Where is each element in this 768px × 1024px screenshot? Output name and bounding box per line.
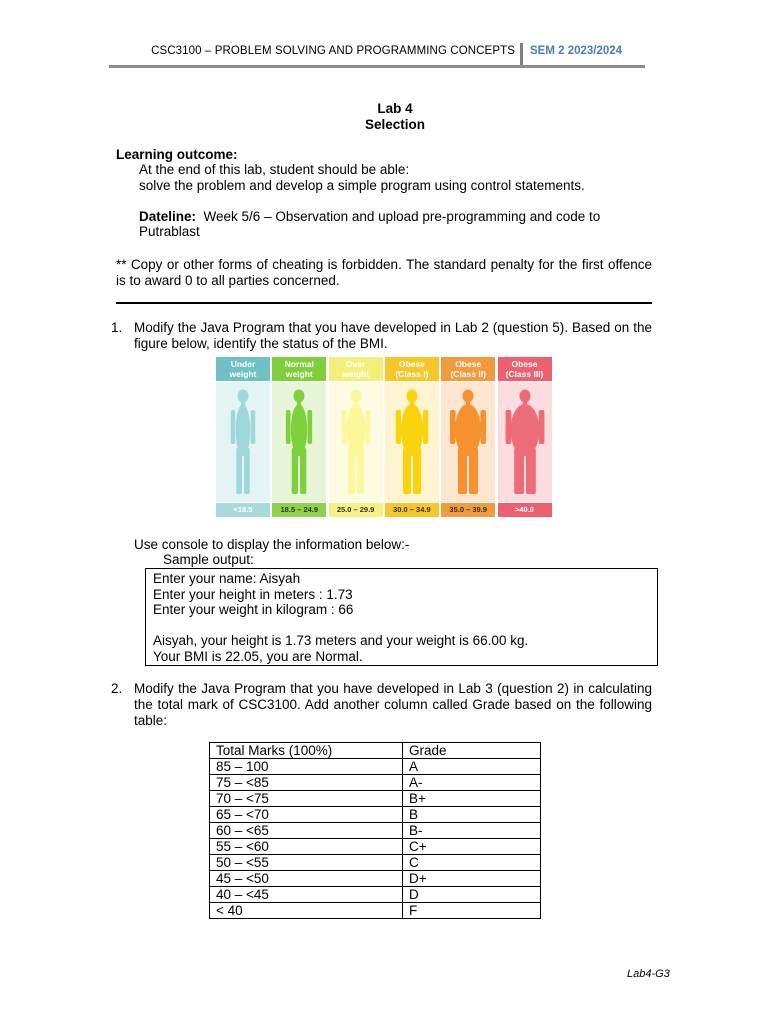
table-row bbox=[210, 759, 541, 775]
dateline-text-continued: Putrablast bbox=[139, 224, 200, 239]
bmi-category bbox=[385, 357, 441, 519]
console-line: Enter your height in meters : 1.73 bbox=[153, 586, 353, 602]
console-line: Aisyah, your height is 1.73 meters and your weight is 66.00 kg. bbox=[153, 633, 529, 648]
bmi-category-label bbox=[216, 357, 270, 381]
table-row bbox=[210, 855, 541, 871]
bmi-label-line1: Obese bbox=[511, 359, 538, 369]
section-divider bbox=[116, 302, 652, 304]
marks-cell: 60 – <65 bbox=[210, 823, 403, 839]
bmi-silhouette-panel bbox=[498, 382, 552, 502]
bmi-range-label: <18.5 bbox=[216, 503, 270, 517]
marks-cell: 40 – <45 bbox=[210, 887, 403, 903]
bmi-label-line2: (Class II) bbox=[450, 369, 486, 379]
bmi-label-line1: Obese bbox=[455, 359, 482, 369]
bmi-range-label: 35.0 – 39.9 bbox=[441, 503, 495, 517]
learning-outcome-heading: Learning outcome: bbox=[116, 147, 238, 162]
bmi-range-label: 18.5 – 24.9 bbox=[272, 503, 326, 517]
marks-cell: < 40 bbox=[210, 903, 403, 919]
table-row bbox=[210, 871, 541, 887]
console-line: Your BMI is 22.05, you are Normal. bbox=[153, 648, 363, 664]
bmi-silhouette-panel bbox=[272, 382, 326, 502]
body-silhouette-icon bbox=[498, 382, 552, 502]
bmi-category bbox=[329, 357, 385, 519]
bmi-category-label bbox=[385, 357, 439, 381]
grade-cell: A bbox=[403, 759, 541, 775]
console-line bbox=[153, 618, 657, 634]
question1-text: Modify the Java Program that you have developed in Lab 2 (question 5). Based on the figure below, identify the status of the BMI. bbox=[134, 320, 652, 351]
marks-cell: 75 – <85 bbox=[210, 775, 403, 791]
marks-cell: Total Marks (100%) bbox=[210, 743, 403, 759]
grade-cell: A- bbox=[403, 775, 541, 791]
bmi-silhouette-panel bbox=[216, 382, 270, 502]
table-row bbox=[210, 775, 541, 791]
bmi-category bbox=[441, 357, 497, 519]
question1-number: 1. bbox=[111, 320, 123, 335]
table-row bbox=[210, 791, 541, 807]
header-rule bbox=[109, 65, 645, 68]
grade-cell: B bbox=[403, 807, 541, 823]
console-line: Enter your name: Aisyah bbox=[153, 571, 301, 586]
bmi-silhouette-panel bbox=[441, 382, 495, 502]
bmi-range-label: 30.0 – 34.9 bbox=[385, 503, 439, 517]
dateline-text: Week 5/6 – Observation and upload pre-programming and code to bbox=[203, 209, 601, 224]
body-silhouette-icon bbox=[441, 382, 495, 502]
table-row bbox=[210, 887, 541, 903]
question2-text: Modify the Java Program that you have developed in Lab 3 (question 2) in calculating the total mark of CSC3100. Add another column called Grade based on the following table: bbox=[134, 681, 652, 728]
bmi-label-line1: Under bbox=[230, 359, 256, 369]
grade-table bbox=[209, 742, 541, 919]
body-silhouette-icon bbox=[216, 382, 270, 502]
page-footer: Lab4-G3 bbox=[627, 968, 670, 980]
bmi-category bbox=[272, 357, 328, 519]
bmi-category-label bbox=[272, 357, 326, 381]
bmi-label-line1: Over bbox=[345, 359, 366, 369]
bmi-label-line1: Obese bbox=[398, 359, 425, 369]
body-silhouette-icon bbox=[272, 382, 326, 502]
bmi-silhouette-panel bbox=[385, 382, 439, 502]
question2-number: 2. bbox=[111, 681, 123, 696]
bmi-category-label bbox=[441, 357, 495, 381]
table-row bbox=[210, 807, 541, 823]
table-header-row bbox=[210, 743, 541, 759]
lab-number: Lab 4 bbox=[377, 101, 413, 116]
console-intro: Use console to display the information below:- bbox=[134, 537, 410, 552]
table-row bbox=[210, 839, 541, 855]
marks-cell: 85 – 100 bbox=[210, 759, 403, 775]
bmi-label-line1: Normal bbox=[284, 359, 314, 369]
body-silhouette-icon bbox=[329, 382, 383, 502]
bmi-category-label bbox=[498, 357, 552, 381]
marks-cell: 50 – <55 bbox=[210, 855, 403, 871]
grade-cell: D+ bbox=[403, 871, 541, 887]
grade-cell: C+ bbox=[403, 839, 541, 855]
console-line: Enter your weight in kilogram : 66 bbox=[153, 602, 354, 617]
grade-cell: C bbox=[403, 855, 541, 871]
bmi-category bbox=[216, 357, 272, 519]
table-row bbox=[210, 903, 541, 919]
header-course-title: CSC3100 – PROBLEM SOLVING AND PROGRAMMING CONCEPTS bbox=[151, 45, 515, 57]
grade-cell: B+ bbox=[403, 791, 541, 807]
body-silhouette-icon bbox=[385, 382, 439, 502]
bmi-category bbox=[498, 357, 554, 519]
grade-cell: Grade bbox=[403, 743, 541, 759]
bmi-label-line2: (Class III) bbox=[505, 369, 544, 379]
marks-cell: 65 – <70 bbox=[210, 807, 403, 823]
grade-cell: F bbox=[403, 903, 541, 919]
sample-output-box bbox=[145, 568, 658, 666]
lab-title: Selection bbox=[364, 117, 426, 132]
dateline bbox=[139, 209, 600, 224]
learning-outcome-line2: solve the problem and develop a simple program using control statements. bbox=[139, 178, 585, 193]
grade-cell: D bbox=[403, 887, 541, 903]
grade-cell: B- bbox=[403, 823, 541, 839]
sample-output-label: Sample output: bbox=[163, 552, 254, 567]
header-semester: SEM 2 2023/2024 bbox=[530, 45, 623, 57]
bmi-silhouette-panel bbox=[329, 382, 383, 502]
bmi-label-line2: (Class I) bbox=[395, 369, 429, 379]
bmi-label-line2: weight bbox=[285, 369, 313, 379]
bmi-range-label: 25.0 – 29.9 bbox=[329, 503, 383, 517]
table-row bbox=[210, 823, 541, 839]
bmi-range-label: >40.0 bbox=[498, 503, 552, 517]
bmi-label-line2: weight bbox=[342, 369, 370, 379]
marks-cell: 70 – <75 bbox=[210, 791, 403, 807]
bmi-chart-figure bbox=[216, 357, 554, 519]
marks-cell: 45 – <50 bbox=[210, 871, 403, 887]
bmi-category-label bbox=[329, 357, 383, 381]
learning-outcome-line1: At the end of this lab, student should be able: bbox=[139, 162, 410, 177]
bmi-label-line2: weight bbox=[229, 369, 257, 379]
dateline-label: Dateline: bbox=[139, 209, 197, 224]
cheating-warning: ** Copy or other forms of cheating is forbidden. The standard penalty for the first offence is to award 0 to all parties concerned. bbox=[116, 257, 652, 288]
marks-cell: 55 – <60 bbox=[210, 839, 403, 855]
